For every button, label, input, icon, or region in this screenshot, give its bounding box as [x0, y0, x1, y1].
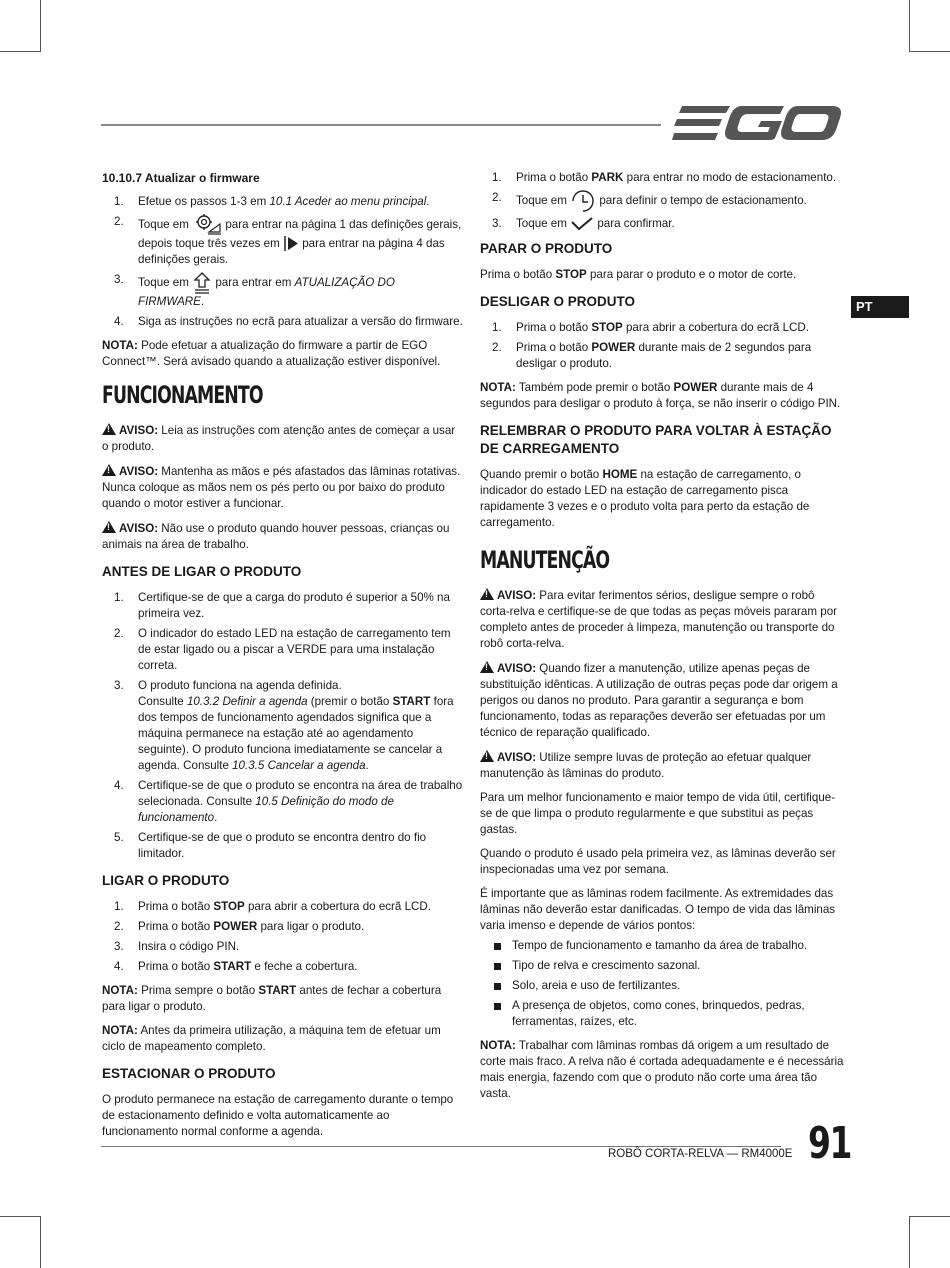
warning: !AVISO: Utilize sempre luvas de proteção ao efetuar qualquer manutenção às lâminas do produto. — [480, 749, 846, 782]
settings-gear-icon — [192, 214, 222, 236]
warning: !AVISO: Para evitar ferimentos sérios, desligue sempre o robô corta-relva e certifique-se de que todas as peças móveis pararam por completo antes de proceder à limpeza, manutenção ou transporte do robô corta-relva. — [480, 587, 846, 652]
note: NOTA: Trabalhar com lâminas rombas dá origem a um resultado de corte mais fraco. A relva não é cortada adequadamente e é necessária mais energia, fazendo com que o produto não corte uma área tão vasta. — [480, 1039, 844, 1101]
next-page-icon — [283, 236, 299, 251]
section-heading-manutencao: MANUTENÇÃO — [480, 546, 610, 575]
section-title-relembrar: RELEMBRAR O PRODUTO PARA VOLTAR À ESTAÇÃO DE CARREGAMENTO — [480, 423, 832, 457]
bullet-item: Tempo de funcionamento e tamanho da área de trabalho. — [480, 938, 846, 954]
bullet-item: Tipo de relva e crescimento sazonal. — [480, 958, 846, 974]
crop-mark — [909, 1216, 950, 1217]
ego-logo — [672, 104, 842, 142]
warning-icon — [102, 464, 116, 476]
list-item: 4. Siga as instruções no ecrã para atualizar a versão do firmware. — [114, 315, 463, 328]
paragraph: Quando premir o botão HOME na estação de carregamento, o indicador do estado LED na estação de carregamento pisca rapidamente 3 vezes e o produto volta para perto da estação de carregamento. — [480, 468, 810, 530]
bullet-item: A presença de objetos, como cones, brinquedos, pedras, ferramentas, raízes, etc. — [480, 998, 846, 1030]
list-item: 4. Certifique-se de que o produto se encontra na área de trabalho selecionada. Consulte 10.5 Definição do modo de funcionamento. — [114, 779, 463, 824]
section-title-parar: PARAR O PRODUTO — [480, 241, 613, 257]
section-title-firmware: 10.10.7 Atualizar o firmware — [102, 171, 260, 185]
section-title-estacionar: ESTACIONAR O PRODUTO — [102, 1066, 276, 1081]
warning-icon — [102, 521, 116, 533]
bullet-icon — [494, 1003, 501, 1010]
list-item: 2. Toque em para entrar na página 1 das definições gerais, depois toque três vezes em para entrar na página 4 das definições gerais. — [114, 215, 462, 266]
list-item: 3. O produto funciona na agenda definida. Consulte 10.3.2 Definir a agenda (premir o botão START fora dos tempos de funcionamento agendados significa que a máquina permanece na estação até ao agendamento seguinte). O produto funciona imediatamente se cancelar a agenda. Consulte 10.3.5 Cancelar a agenda. — [114, 679, 454, 772]
list-item: 2. Prima o botão POWER durante mais de 2 segundos para desligar o produto. — [492, 341, 812, 371]
checkmark-icon — [570, 216, 594, 232]
list-item: 3. Toque em para entrar em ATUALIZAÇÃO DO FIRMWARE. — [114, 273, 395, 308]
warning-icon — [480, 750, 494, 762]
bullet-icon — [494, 943, 501, 950]
warning: !AVISO: Mantenha as mãos e pés afastados das lâminas rotativas. Nunca coloque as mãos nem os pés perto ou por baixo do produto quando o motor estiver a funcionar. — [102, 463, 464, 512]
crop-mark — [909, 0, 910, 52]
list-item: 1. Prima o botão PARK para entrar no modo de estacionamento. — [492, 171, 837, 184]
paragraph: O produto permanece na estação de carregamento durante o tempo de estacionamento definido e volta automaticamente ao funcionamento normal conforme a agenda. — [102, 1093, 454, 1138]
crop-mark — [0, 51, 40, 52]
crop-mark — [40, 1216, 41, 1268]
list-item: 1. Prima o botão STOP para abrir a cobertura do ecrã LCD. — [114, 900, 432, 913]
warning-icon — [102, 423, 116, 435]
list-item: 2. Toque em para definir o tempo de estacionamento. — [480, 190, 846, 212]
list-item: 1. Efetue os passos 1-3 em 10.1 Aceder ao menu principal. — [114, 195, 430, 208]
list-item: 2. O indicador do estado LED na estação de carregamento tem de estar ligado ou a piscar a VERDE para uma instalação correta. — [114, 627, 451, 672]
crop-mark — [40, 0, 41, 52]
note: NOTA: Prima sempre o botão START antes de fechar a cobertura para ligar o produto. — [102, 984, 442, 1013]
bullet-item: Solo, areia e uso de fertilizantes. — [480, 978, 846, 994]
note: NOTA: Pode efetuar a atualização do firmware a partir de EGO Connect™. Será avisado quando a atualização estiver disponível. — [102, 339, 441, 368]
bullet-icon — [494, 983, 501, 990]
right-column — [480, 170, 846, 1110]
clock-icon — [570, 190, 596, 212]
paragraph: Quando o produto é usado pela primeira vez, as lâminas deverão ser inspecionadas uma vez por semana. — [480, 847, 836, 877]
warning: !AVISO: Não use o produto quando houver pessoas, crianças ou animais na área de trabalho. — [102, 520, 464, 553]
paragraph: Para um melhor funcionamento e maior tempo de vida útil, certifique-se de que limpa o produto regularmente e que substitui as peças gastas. — [480, 791, 836, 837]
warning-icon — [480, 661, 494, 673]
footer-title: ROBÔ CORTA-RELVA — RM4000E — [608, 1148, 793, 1160]
upload-arrow-icon — [192, 272, 212, 294]
note: NOTA: Antes da primeira utilização, a máquina tem de efetuar um ciclo de mapeamento completo. — [102, 1024, 441, 1053]
paragraph: Prima o botão STOP para parar o produto e o motor de corte. — [480, 268, 797, 282]
bullet-icon — [494, 963, 501, 970]
list-item: 5. Certifique-se de que o produto se encontra dentro do fio limitador. — [114, 831, 427, 860]
warning: !AVISO: Leia as instruções com atenção antes de começar a usar o produto. — [102, 422, 464, 455]
page-number: 91 — [808, 1118, 851, 1169]
list-item: 3. Toque em para confirmar. — [492, 217, 675, 231]
section-title-desligar: DESLIGAR O PRODUTO — [480, 294, 636, 310]
crop-mark — [909, 51, 950, 52]
note: NOTA: Também pode premir o botão POWER durante mais de 4 segundos para desligar o produto à força, se não inserir o código PIN. — [480, 381, 841, 411]
list-item: 4. Prima o botão START e feche a cobertura. — [114, 960, 358, 973]
list-item: 1. Certifique-se de que a carga do produto é superior a 50% na primeira vez. — [114, 591, 450, 620]
section-title-ligar: LIGAR O PRODUTO — [102, 873, 230, 888]
header-rule — [101, 124, 661, 126]
section-title-antes: ANTES DE LIGAR O PRODUTO — [102, 564, 302, 579]
warning-icon — [480, 588, 494, 600]
list-item: 1. Prima o botão STOP para abrir a cobertura do ecrã LCD. — [492, 321, 810, 335]
list-item: 2. Prima o botão POWER para ligar o produto. — [114, 920, 365, 933]
crop-mark — [909, 1216, 910, 1268]
language-tab: PT — [851, 296, 909, 318]
paragraph: É importante que as lâminas rodem facilmente. As extremidades das lâminas não deverão estar danificadas. O tempo de vida das lâminas varia imenso e depende de vários pontos: — [480, 887, 836, 933]
section-heading-funcionamento: FUNCIONAMENTO — [102, 381, 263, 409]
crop-mark — [0, 1216, 40, 1217]
footer-rule — [101, 1146, 781, 1147]
left-column — [102, 170, 464, 1148]
list-item: 3. Insira o código PIN. — [114, 940, 240, 953]
warning: !AVISO: Quando fizer a manutenção, utilize apenas peças de substituição idênticas. A utilização de outras peças pode dar origem a perigos ou danos no produto. Para garantir a segurança e bom funcionamento, todas as reparações deverão ser efetuadas por um técnico de reparação qualificado. — [480, 660, 846, 741]
